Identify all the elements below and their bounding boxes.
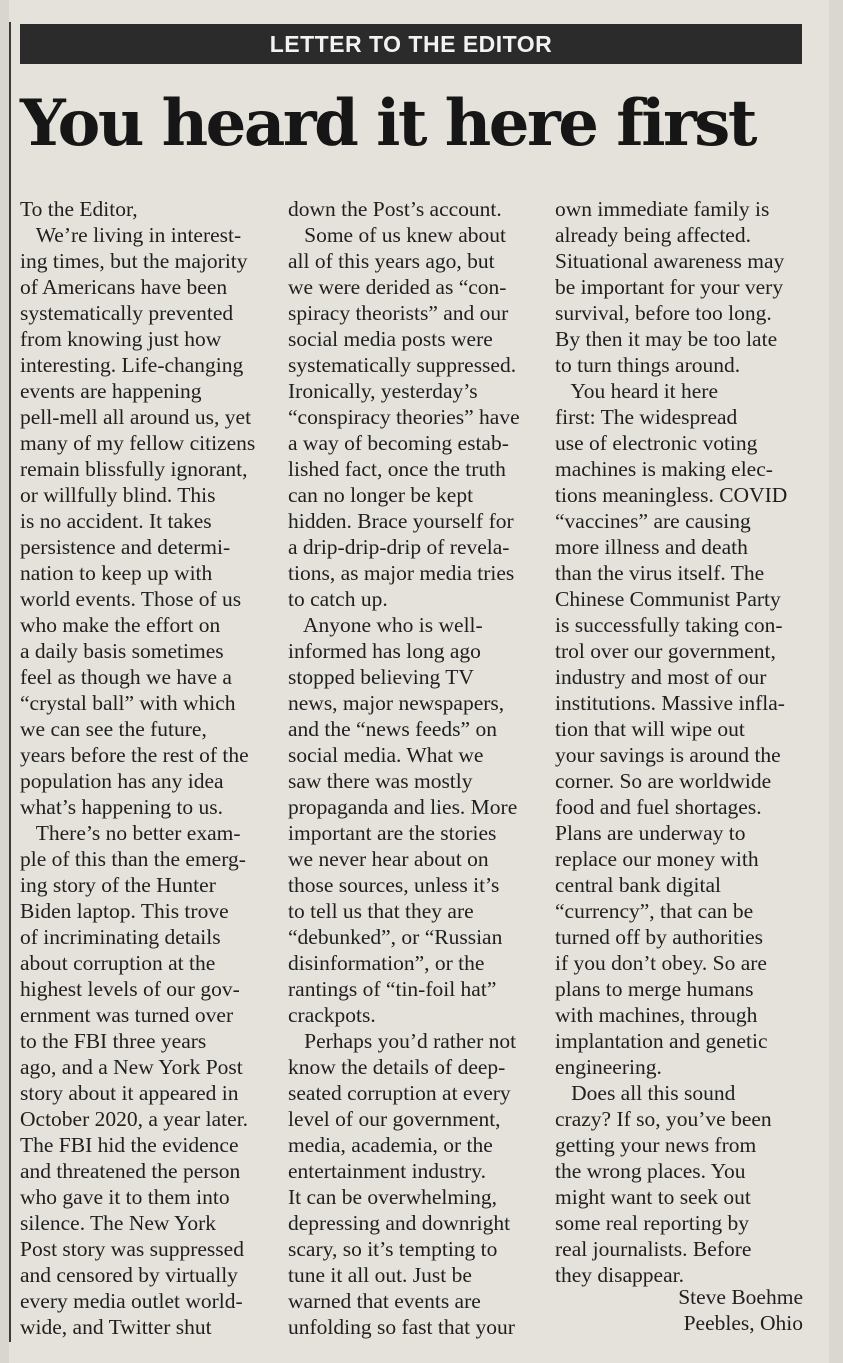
text-line: world events. Those of us xyxy=(20,587,242,611)
text-line: We’re living in interest- xyxy=(20,223,242,247)
text-line: tion that will wipe out xyxy=(555,717,745,741)
text-line: be important for your very xyxy=(555,275,784,299)
text-line: It can be overwhelming, xyxy=(288,1185,497,1209)
text-line: crackpots. xyxy=(288,1003,376,1027)
text-line: those sources, unless it’s xyxy=(288,873,500,897)
text-line: Perhaps you’d rather not xyxy=(288,1029,517,1053)
text-line: turned off by authorities xyxy=(555,925,763,949)
text-line: “crystal ball” with which xyxy=(20,691,236,715)
text-line: some real reporting by xyxy=(555,1211,750,1235)
text-line: than the virus itself. The xyxy=(555,561,765,585)
text-line: tions, as major media tries xyxy=(288,561,515,585)
text-line: “conspiracy theories” have xyxy=(288,405,520,429)
text-line: By then it may be too late xyxy=(555,327,778,351)
text-line: ing times, but the majority xyxy=(20,249,248,273)
text-line: interesting. Life-changing xyxy=(20,353,244,377)
text-line: with machines, through xyxy=(555,1003,758,1027)
text-line: October 2020, a year later. xyxy=(20,1107,249,1131)
text-line: media, academia, or the xyxy=(288,1133,493,1157)
text-line: can no longer be kept xyxy=(288,483,474,507)
text-line: who gave it to them into xyxy=(20,1185,230,1209)
text-line: getting your news from xyxy=(555,1133,757,1157)
text-line: central bank digital xyxy=(555,873,721,897)
text-line: food and fuel shortages. xyxy=(555,795,762,819)
text-line: or willfully blind. This xyxy=(20,483,216,507)
text-line: depressing and downright xyxy=(288,1211,511,1235)
text-line: pell-mell all around us, yet xyxy=(20,405,252,429)
text-line: a daily basis sometimes xyxy=(20,639,224,663)
text-line: story about it appeared in xyxy=(20,1081,239,1105)
text-line: institutions. Massive infla- xyxy=(555,691,785,715)
text-line: about corruption at the xyxy=(20,951,216,975)
text-line: might want to seek out xyxy=(555,1185,751,1209)
text-line: Plans are underway to xyxy=(555,821,746,845)
text-line: a way of becoming estab- xyxy=(288,431,509,455)
column-3 xyxy=(555,196,807,1288)
text-line: Biden laptop. This trove xyxy=(20,899,229,923)
text-line: ple of this than the emerg- xyxy=(20,847,246,871)
text-line: highest levels of our gov- xyxy=(20,977,240,1001)
text-line: Does all this sound xyxy=(555,1081,736,1105)
text-line: years before the rest of the xyxy=(20,743,249,767)
column-rule xyxy=(9,22,11,1342)
text-line: To the Editor, xyxy=(20,197,138,221)
text-line: and censored by virtually xyxy=(20,1263,238,1287)
text-line: to the FBI three years xyxy=(20,1029,207,1053)
text-line: own immediate family is xyxy=(555,197,770,221)
author-name: Steve Boehme xyxy=(678,1285,803,1309)
adjacent-column-bleed-right xyxy=(829,0,843,1363)
text-line: feel as though we have a xyxy=(20,665,232,689)
text-line: a drip-drip-drip of revela- xyxy=(288,535,510,559)
text-line: first: The widespread xyxy=(555,405,738,429)
text-line: lished fact, once the truth xyxy=(288,457,506,481)
text-line: saw there was mostly xyxy=(288,769,473,793)
text-line: ing story of the Hunter xyxy=(20,873,216,897)
text-line: all of this years ago, but xyxy=(288,249,495,273)
text-line: entertainment industry. xyxy=(288,1159,487,1183)
text-line: propaganda and lies. More xyxy=(288,795,518,819)
text-line: know the details of deep- xyxy=(288,1055,506,1079)
text-line: from knowing just how xyxy=(20,327,222,351)
author-location: Peebles, Ohio xyxy=(683,1311,803,1335)
text-line: social media posts were xyxy=(288,327,493,351)
text-line: engineering. xyxy=(555,1055,662,1079)
text-line: is successfully taking con- xyxy=(555,613,783,637)
text-line: scary, so it’s tempting to xyxy=(288,1237,498,1261)
text-line: more illness and death xyxy=(555,535,748,559)
text-line: warned that events are xyxy=(288,1289,481,1313)
text-line: what’s happening to us. xyxy=(20,795,224,819)
text-line: The FBI hid the evidence xyxy=(20,1133,239,1157)
text-line: real journalists. Before xyxy=(555,1237,752,1261)
column-2 xyxy=(288,196,538,1340)
text-line: systematically suppressed. xyxy=(288,353,517,377)
text-line: stopped believing TV xyxy=(288,665,474,689)
text-line: Ironically, yesterday’s xyxy=(288,379,478,403)
text-line: level of our government, xyxy=(288,1107,501,1131)
text-line: is no accident. It takes xyxy=(20,509,212,533)
text-line: to catch up. xyxy=(288,587,388,611)
text-line: if you don’t obey. So are xyxy=(555,951,767,975)
text-line: and threatened the person xyxy=(20,1159,241,1183)
text-line: “debunked”, or “Russian xyxy=(288,925,503,949)
text-line: use of electronic voting xyxy=(555,431,758,455)
text-line: we were derided as “con- xyxy=(288,275,507,299)
adjacent-column-bleed-left xyxy=(0,0,9,1363)
text-line: social media. What we xyxy=(288,743,484,767)
text-line: crazy? If so, you’ve been xyxy=(555,1107,772,1131)
text-line: “currency”, that can be xyxy=(555,899,754,923)
column-1 xyxy=(20,196,272,1340)
text-line: of incriminating details xyxy=(20,925,221,949)
text-line: important are the stories xyxy=(288,821,497,845)
text-line: unfolding so fast that your xyxy=(288,1315,515,1339)
headline: You heard it here first xyxy=(20,86,755,161)
text-line: of Americans have been xyxy=(20,275,228,299)
text-line: industry and most of our xyxy=(555,665,767,689)
text-line: implantation and genetic xyxy=(555,1029,768,1053)
text-line: events are happening xyxy=(20,379,202,403)
text-line: trol over our government, xyxy=(555,639,776,663)
text-line: wide, and Twitter shut xyxy=(20,1315,212,1339)
text-line: systematically prevented xyxy=(20,301,234,325)
text-line: we never hear about on xyxy=(288,847,489,871)
text-line: we can see the future, xyxy=(20,717,207,741)
text-line: many of my fellow citizens xyxy=(20,431,256,455)
text-line: replace our money with xyxy=(555,847,759,871)
text-line: who make the effort on xyxy=(20,613,221,637)
text-line: Anyone who is well- xyxy=(288,613,483,637)
text-line: persistence and determi- xyxy=(20,535,231,559)
text-line: informed has long ago xyxy=(288,639,481,663)
text-line: already being affected. xyxy=(555,223,751,247)
text-line: the wrong places. You xyxy=(555,1159,746,1183)
text-line: plans to merge humans xyxy=(555,977,754,1001)
text-line: population has any idea xyxy=(20,769,224,793)
text-line: disinformation”, or the xyxy=(288,951,485,975)
text-line: they disappear. xyxy=(555,1263,684,1287)
text-line: “vaccines” are causing xyxy=(555,509,751,533)
text-line: nation to keep up with xyxy=(20,561,213,585)
text-line: There’s no better exam- xyxy=(20,821,241,845)
text-line: down the Post’s account. xyxy=(288,197,502,221)
text-line: Some of us knew about xyxy=(288,223,506,247)
text-line: every media outlet world- xyxy=(20,1289,243,1313)
text-line: tions meaningless. COVID xyxy=(555,483,788,507)
text-line: to tell us that they are xyxy=(288,899,474,923)
text-line: spiracy theorists” and our xyxy=(288,301,509,325)
text-line: corner. So are worldwide xyxy=(555,769,772,793)
text-line: seated corruption at every xyxy=(288,1081,511,1105)
text-line: ernment was turned over xyxy=(20,1003,234,1027)
section-banner: LETTER TO THE EDITOR xyxy=(20,24,802,64)
signature-block xyxy=(678,1284,803,1336)
text-line: news, major newspapers, xyxy=(288,691,505,715)
text-line: tune it all out. Just be xyxy=(288,1263,472,1287)
text-line: rantings of “tin-foil hat” xyxy=(288,977,497,1001)
text-line: You heard it here xyxy=(555,379,719,403)
text-line: survival, before too long. xyxy=(555,301,772,325)
text-line: Chinese Communist Party xyxy=(555,587,781,611)
text-line: ago, and a New York Post xyxy=(20,1055,243,1079)
text-line: Situational awareness may xyxy=(555,249,785,273)
text-line: your savings is around the xyxy=(555,743,781,767)
text-line: hidden. Brace yourself for xyxy=(288,509,514,533)
text-line: to turn things around. xyxy=(555,353,741,377)
text-line: remain blissfully ignorant, xyxy=(20,457,248,481)
text-line: machines is making elec- xyxy=(555,457,773,481)
text-line: Post story was suppressed xyxy=(20,1237,244,1261)
text-line: silence. The New York xyxy=(20,1211,217,1235)
text-line: and the “news feeds” on xyxy=(288,717,497,741)
